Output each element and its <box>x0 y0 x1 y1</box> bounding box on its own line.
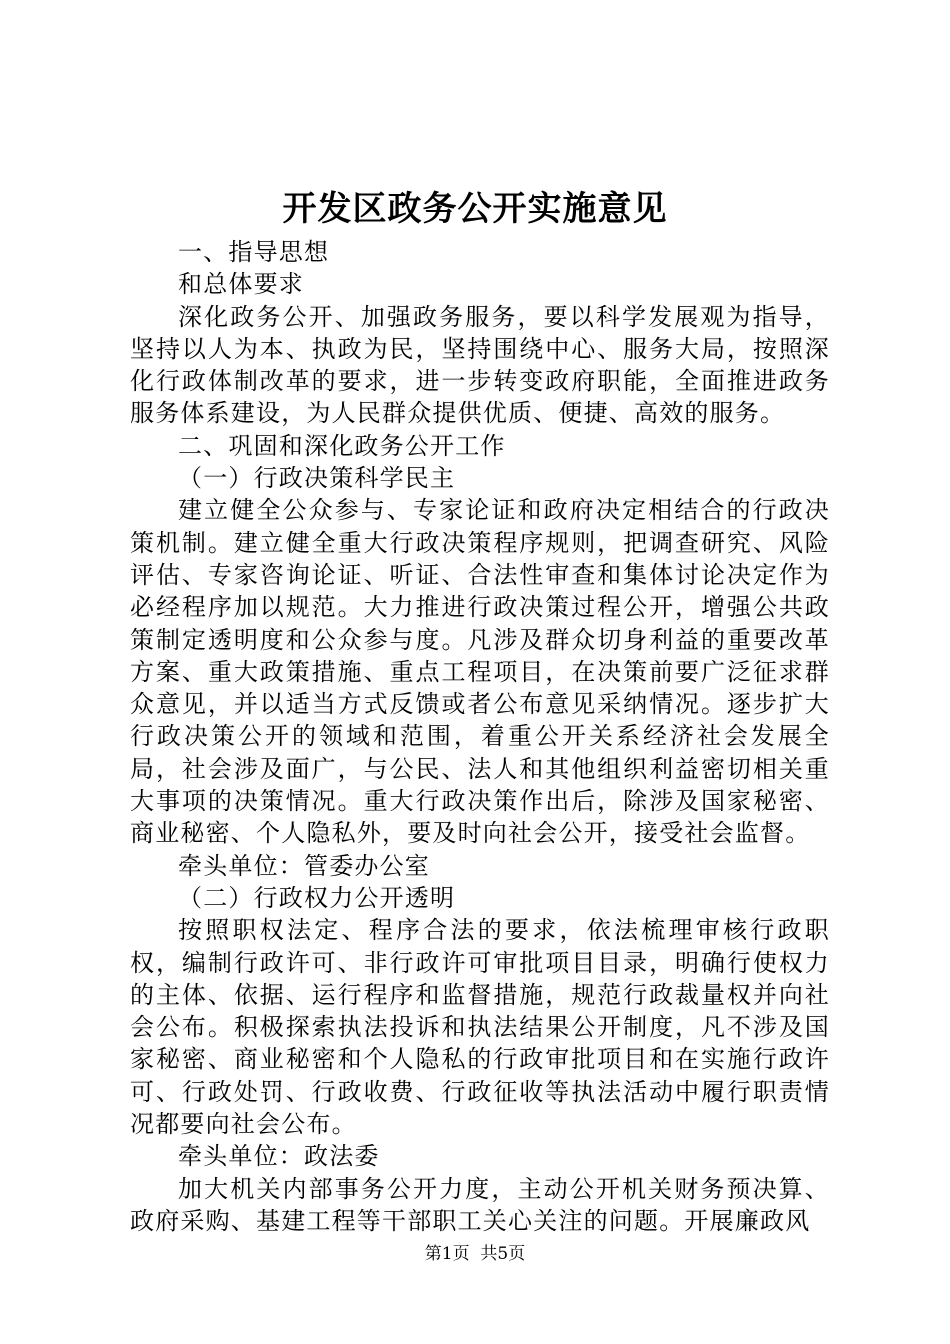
paragraph-overview: 深化政务公开、加强政务服务，要以科学发展观为指导，坚持以人为本、执政为民，坚持围绕中心、服务大局，按照深化行政体制改革的要求，进一步转变政府职能，全面推进政务服务体系建设，为人民群众提供优质、便捷、高效的服务。 <box>130 302 830 428</box>
lead-unit-two: 牵头单位：政法委 <box>178 1142 380 1171</box>
heading-section-two: 二、巩固和深化政务公开工作 <box>178 431 506 460</box>
heading-subsection-one: （一）行政决策科学民主 <box>178 464 456 493</box>
paragraph-internal-affairs: 加大机关内部事务公开力度，主动公开机关财务预决算、政府采购、基建工程等干部职工关心关注的问题。开展廉政风 <box>130 1174 830 1235</box>
lead-unit-one: 牵头单位：管委办公室 <box>178 851 430 880</box>
heading-guiding-thought: 一、指导思想 <box>178 238 330 266</box>
heading-overall-requirements: 和总体要求 <box>178 270 304 299</box>
paragraph-decision-making: 建立健全公众参与、专家论证和政府决定相结合的行政决策机制。建立健全重大行政决策程序规则，把调查研究、风险评估、专家咨询论证、听证、合法性审查和集体讨论决定作为必经程序加以规范。大力推进行政决策过程公开，增强公共政策制定透明度和公众参与度。凡涉及群众切身利益的重要改革方案、重大政策措施、重点工程项目，在决策前要广泛征求群众意见，并以适当方式反馈或者公布意见采纳情况。逐步扩大行政决策公开的领域和范围，着重公开关系经济社会发展全局，社会涉及面广，与公民、法人和其他组织利益密切相关重大事项的决策情况。重大行政决策作出后，除涉及国家秘密、商业秘密、个人隐私外，要及时向社会公开，接受社会监督。 <box>130 496 830 848</box>
heading-subsection-two: （二）行政权力公开透明 <box>178 883 456 912</box>
document-body <box>130 236 830 1237</box>
page-footer <box>0 1242 950 1266</box>
paragraph-administrative-power: 按照职权法定、程序合法的要求，依法梳理审核行政职权，编制行政许可、非行政许可审批项目目录，明确行使权力的主体、依据、运行程序和监督措施，规范行政裁量权并向社会公布。积极探索执法投诉和执法结果公开制度，凡不涉及国家秘密、商业秘密和个人隐私的行政审批项目和在实施行政许可、行政处罚、行政收费、行政征收等执法活动中履行职责情况都要向社会公布。 <box>130 916 830 1139</box>
document-title: 开发区政务公开实施意见 <box>282 189 668 229</box>
page-number: 第1页 <box>424 1244 470 1264</box>
page-total: 共5页 <box>480 1244 526 1264</box>
